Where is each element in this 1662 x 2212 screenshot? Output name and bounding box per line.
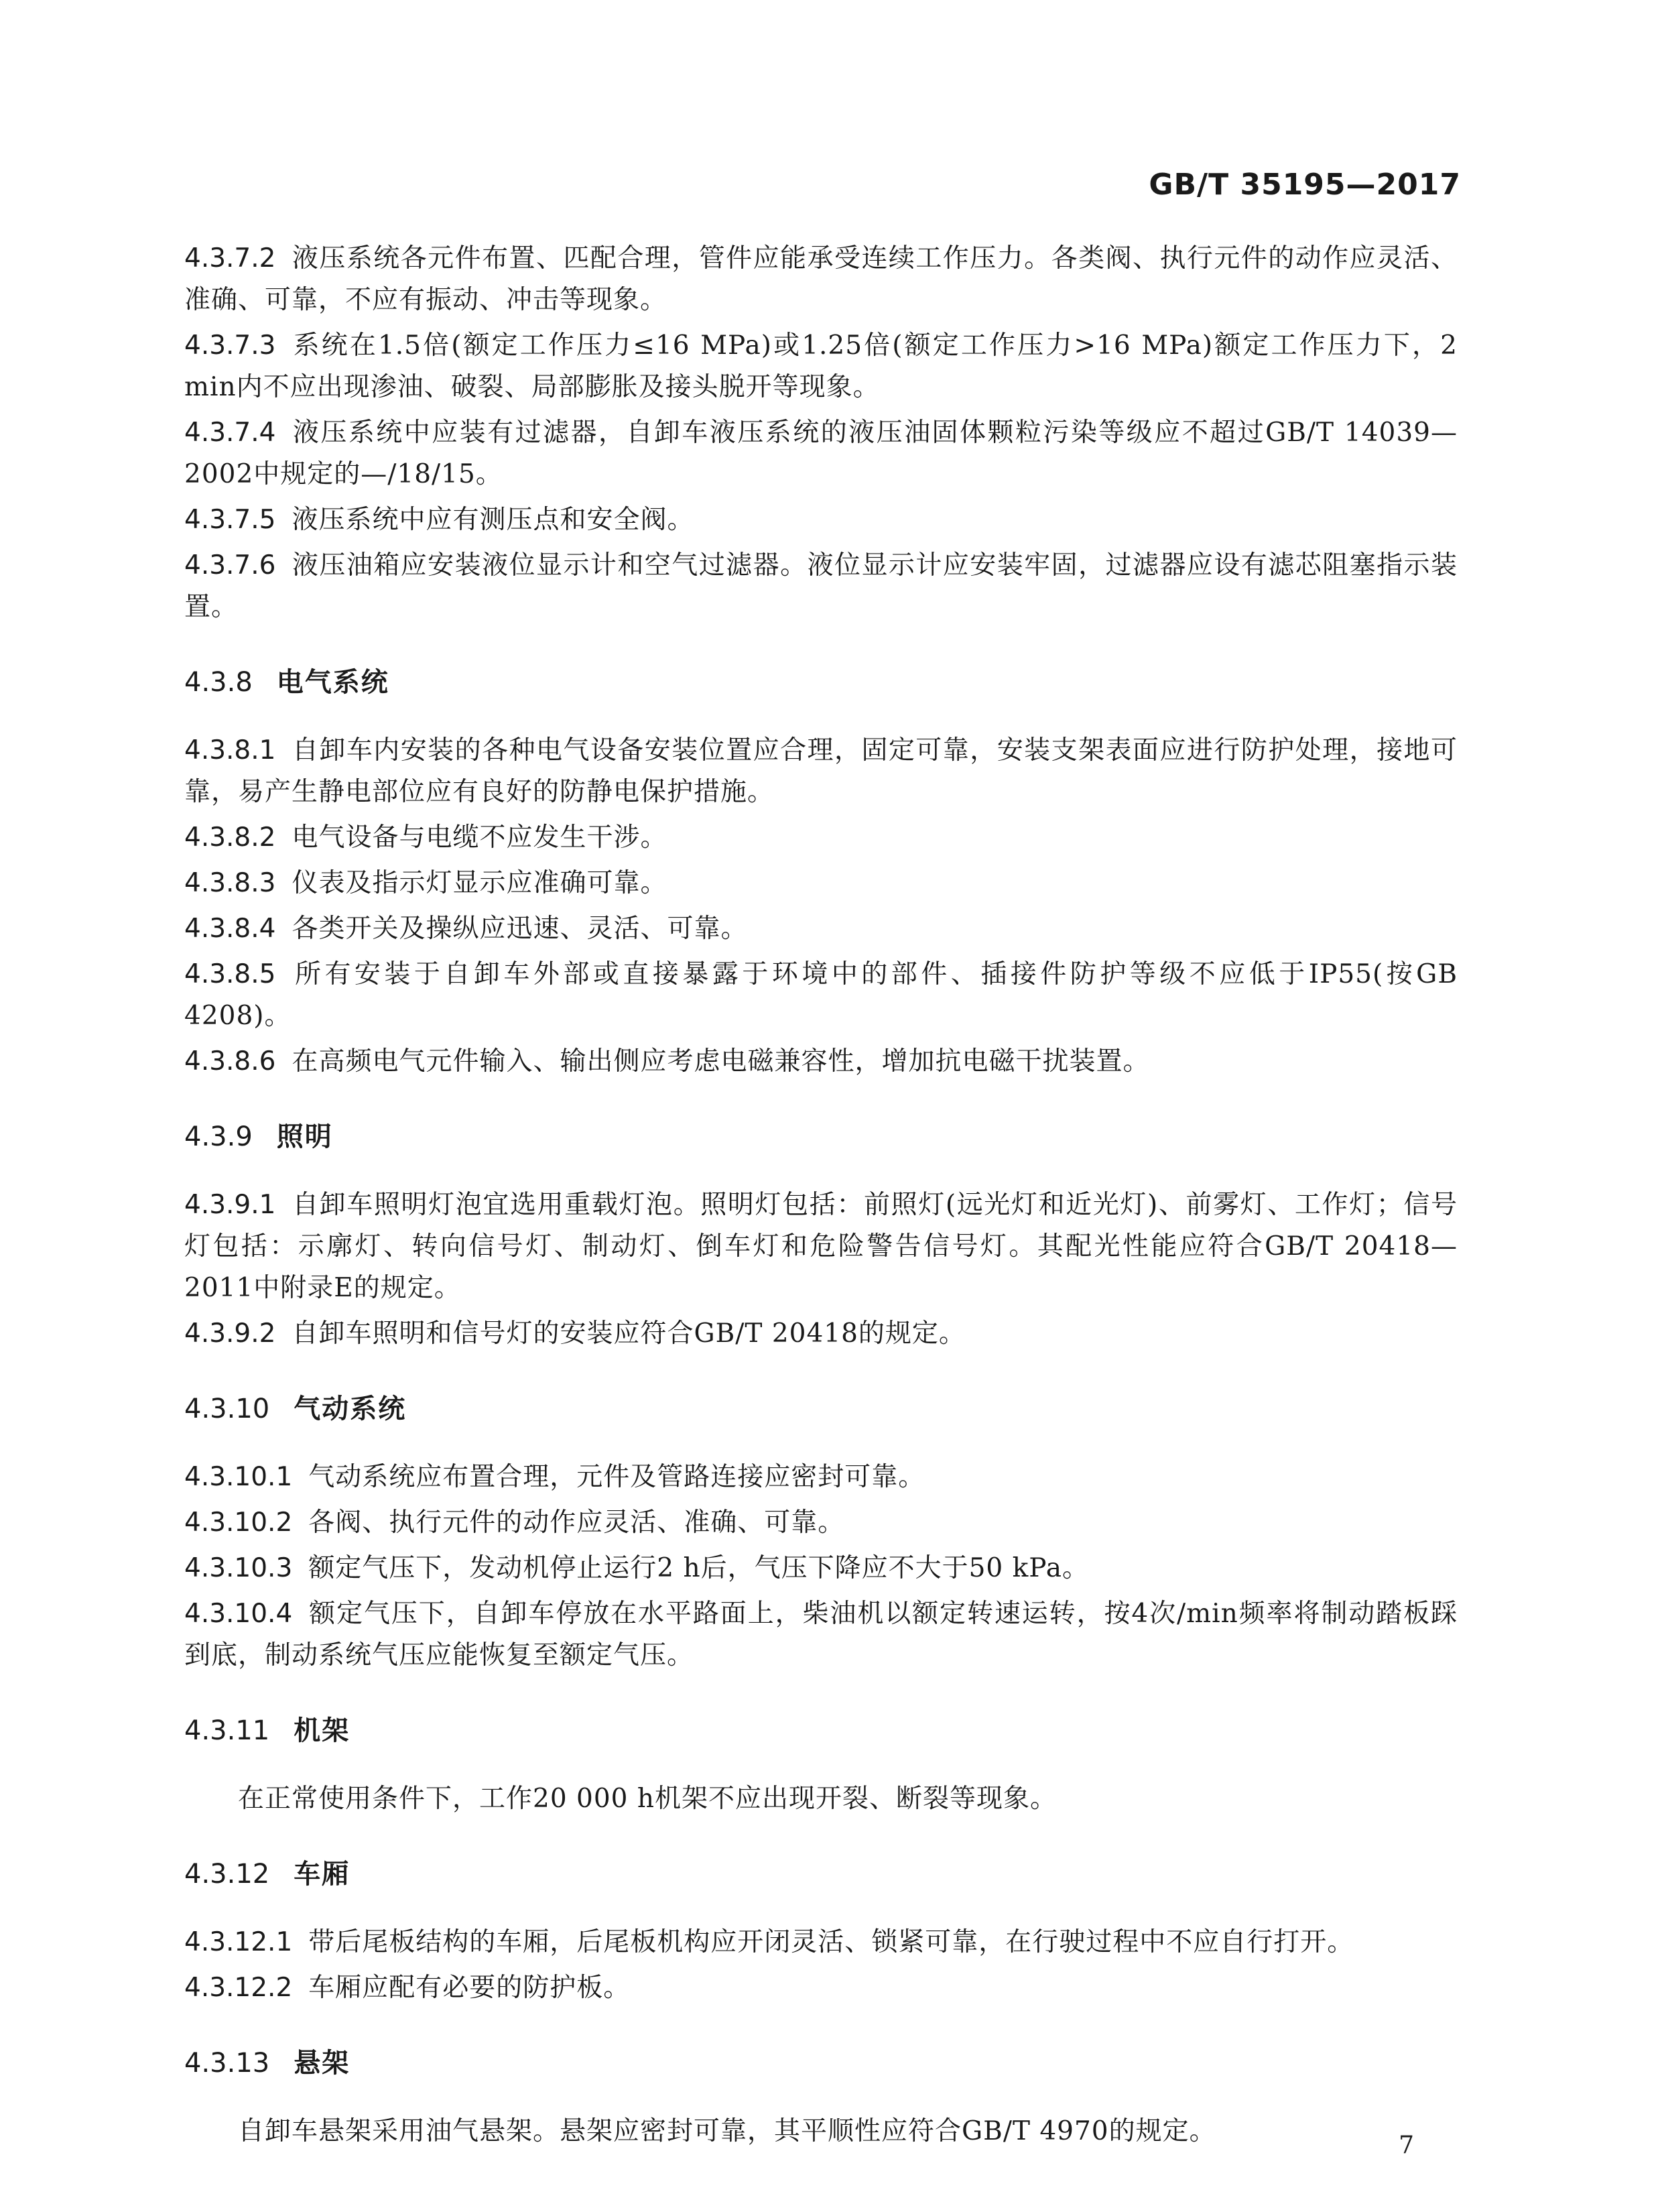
standard-code: GB/T 35195—2017 bbox=[1149, 168, 1461, 202]
clause-number: 4.3.8.3 bbox=[184, 868, 276, 898]
section-title: 悬架 bbox=[294, 2048, 350, 2079]
clause bbox=[184, 1593, 1458, 1676]
clause bbox=[184, 908, 1458, 950]
clause bbox=[184, 412, 1458, 495]
section-heading bbox=[184, 2042, 1458, 2084]
section-number: 4.3.11 bbox=[184, 1715, 270, 1746]
clause bbox=[184, 1922, 1458, 1963]
section-number: 4.3.9 bbox=[184, 1121, 253, 1152]
clause-number: 4.3.9.1 bbox=[184, 1190, 276, 1220]
section-number: 4.3.12 bbox=[184, 1859, 270, 1890]
clause bbox=[184, 817, 1458, 859]
clause-number: 4.3.7.4 bbox=[184, 418, 276, 448]
clause-number: 4.3.8.6 bbox=[184, 1046, 276, 1077]
clause-text: 自卸车照明和信号灯的安装应符合GB/T 20418的规定。 bbox=[292, 1318, 966, 1349]
clause-text: 带后尾板结构的车厢，后尾板机构应开闭灵活、锁紧可靠，在行驶过程中不应自行打开。 bbox=[308, 1927, 1354, 1957]
clause bbox=[184, 1457, 1458, 1498]
clause-number: 4.3.8.2 bbox=[184, 822, 276, 853]
clause-text: 仪表及指示灯显示应准确可靠。 bbox=[292, 868, 667, 898]
clause-number: 4.3.7.2 bbox=[184, 243, 276, 273]
section-heading bbox=[184, 1710, 1458, 1752]
clause-number: 4.3.7.5 bbox=[184, 505, 276, 535]
clause-text: 自卸车照明灯泡宜选用重载灯泡。照明灯包括：前照灯(远光灯和近光灯)、前雾灯、工作灯；信号灯包括：示廓灯、转向信号灯、制动灯、倒车灯和危险警告信号灯。其配光性能应符合GB/T 20418—2011中附录E的规定。 bbox=[184, 1190, 1458, 1303]
clause-number: 4.3.7.6 bbox=[184, 550, 276, 580]
clause-text: 各类开关及操纵应迅速、灵活、可靠。 bbox=[292, 914, 748, 944]
clause bbox=[184, 325, 1458, 408]
section-number: 4.3.10 bbox=[184, 1394, 270, 1424]
clause-number: 4.3.8.1 bbox=[184, 735, 276, 765]
clause bbox=[184, 499, 1458, 541]
document-body bbox=[184, 238, 1458, 2156]
clause bbox=[184, 238, 1458, 321]
section-number: 4.3.8 bbox=[184, 667, 253, 698]
clause-text: 在高频电气元件输入、输出侧应考虑电磁兼容性，增加抗电磁干扰装置。 bbox=[292, 1046, 1150, 1077]
clause-text: 液压系统中应装有过滤器，自卸车液压系统的液压油固体颗粒污染等级应不超过GB/T 14039—2002中规定的—/18/15。 bbox=[184, 418, 1458, 489]
clause-text: 所有安装于自卸车外部或直接暴露于环境中的部件、插接件防护等级不应低于IP55(按GB 4208)。 bbox=[184, 959, 1458, 1031]
clause-text: 气动系统应布置合理，元件及管路连接应密封可靠。 bbox=[308, 1462, 925, 1492]
clause-number: 4.3.8.5 bbox=[184, 959, 276, 989]
section-heading bbox=[184, 1116, 1458, 1158]
clause bbox=[184, 1313, 1458, 1355]
clause bbox=[184, 1184, 1458, 1309]
clause bbox=[184, 1548, 1458, 1589]
clause-text: 各阀、执行元件的动作应灵活、准确、可靠。 bbox=[308, 1508, 845, 1538]
clause-text: 电气设备与电缆不应发生干涉。 bbox=[292, 822, 667, 853]
clause-number: 4.3.12.1 bbox=[184, 1927, 293, 1957]
clause bbox=[184, 545, 1458, 628]
clause-text: 液压系统中应有测压点和安全阀。 bbox=[292, 505, 694, 535]
section-heading bbox=[184, 1853, 1458, 1895]
clause-number: 4.3.9.2 bbox=[184, 1318, 276, 1349]
clause-number: 4.3.10.4 bbox=[184, 1599, 293, 1629]
clause-number: 4.3.12.2 bbox=[184, 1973, 293, 2003]
clause-text: 车厢应配有必要的防护板。 bbox=[308, 1973, 631, 2003]
clause-text: 额定气压下，发动机停止运行2 h后，气压下降应不大于50 kPa。 bbox=[308, 1553, 1089, 1583]
section-title: 照明 bbox=[276, 1121, 333, 1152]
clause-text: 额定气压下，自卸车停放在水平路面上，柴油机以额定转速运转，按4次/min频率将制动踏板踩到底，制动系统气压应能恢复至额定气压。 bbox=[184, 1599, 1458, 1670]
clause-number: 4.3.10.1 bbox=[184, 1462, 293, 1492]
clause bbox=[184, 1967, 1458, 2009]
section-title: 机架 bbox=[294, 1715, 350, 1746]
section-title: 电气系统 bbox=[276, 667, 389, 698]
clause bbox=[184, 1502, 1458, 1544]
section-title: 车厢 bbox=[294, 1859, 350, 1890]
clause-text: 自卸车内安装的各种电气设备安装位置应合理，固定可靠，安装支架表面应进行防护处理，接地可靠，易产生静电部位应有良好的防静电保护措施。 bbox=[184, 735, 1458, 807]
section-heading bbox=[184, 1388, 1458, 1430]
page-number: 7 bbox=[1399, 2132, 1414, 2159]
body-paragraph: 自卸车悬架采用油气悬架。悬架应密封可靠，其平顺性应符合GB/T 4970的规定。 bbox=[238, 2116, 1216, 2146]
clause-number: 4.3.8.4 bbox=[184, 914, 276, 944]
clause-text: 液压油箱应安装液位显示计和空气过滤器。液位显示计应安装牢固，过滤器应设有滤芯阻塞指示装置。 bbox=[184, 550, 1458, 622]
clause-text: 液压系统各元件布置、匹配合理，管件应能承受连续工作压力。各类阀、执行元件的动作应灵活、准确、可靠，不应有振动、冲击等现象。 bbox=[184, 243, 1458, 315]
clause bbox=[184, 954, 1458, 1037]
clause-number: 4.3.10.2 bbox=[184, 1508, 293, 1538]
clause-text: 系统在1.5倍(额定工作压力≤16 MPa)或1.25倍(额定工作压力>16 MPa)额定工作压力下，2 min内不应出现渗油、破裂、局部膨胀及接头脱开等现象。 bbox=[184, 330, 1458, 402]
clause bbox=[184, 1041, 1458, 1083]
section-heading bbox=[184, 662, 1458, 703]
body-paragraph: 在正常使用条件下，工作20 000 h机架不应出现开裂、断裂等现象。 bbox=[238, 1784, 1057, 1814]
clause bbox=[184, 863, 1458, 904]
section-title: 气动系统 bbox=[294, 1394, 407, 1424]
clause-number: 4.3.7.3 bbox=[184, 330, 276, 361]
clause-number: 4.3.10.3 bbox=[184, 1553, 293, 1583]
section-number: 4.3.13 bbox=[184, 2048, 270, 2079]
clause bbox=[184, 730, 1458, 813]
